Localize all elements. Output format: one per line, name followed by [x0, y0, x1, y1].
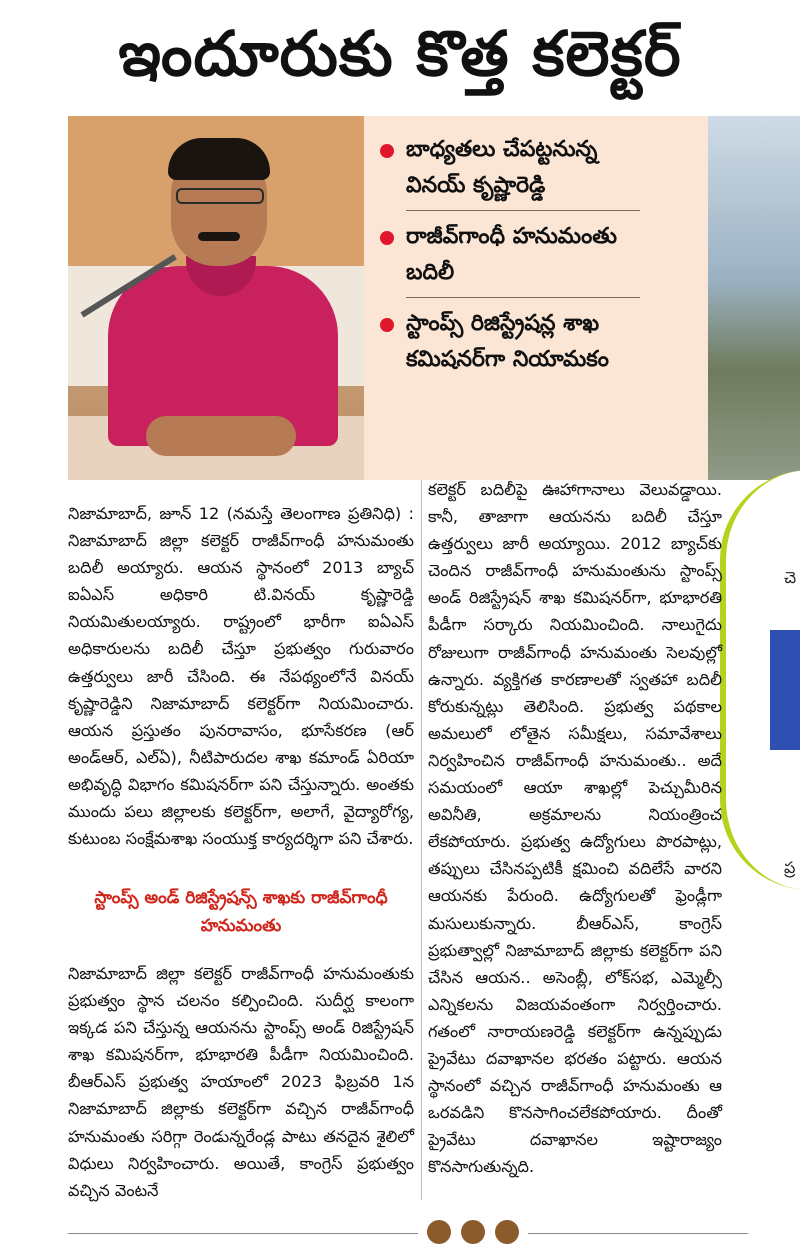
bullet-dot-icon [380, 318, 394, 332]
headline: ఇందూరుకు కొత్త కలెక్టర్ [118, 17, 682, 90]
article-paragraph: నిజామాబాద్ జిల్లా కలెక్టర్ రాజీవ్‌గాంధీ హనుమంతుకు ప్రభుత్వం స్థాన చలనం కల్పించింది. సుదీర్ఘ కాలంగా ఇక్కడ పని చేస్తున్న ఆయనను స్టాంప్స్ అండ్ రిజిస్ట్రేషన్ శాఖ కమిషనర్‌గా, భూభారతి పీడీగా నియమించింది. బీఆర్ఎస్ ప్రభుత్వ హయాంలో 2023 ఫిబ్రవరి 1న నిజామాబాద్ జిల్లాకు కలెక్టర్‌గా వచ్చిన రాజీవ్‌గాంధీ హనుమంతు సరిగ్గా రెండున్నరేండ్ల పాటు తనదైన శైలిలో విధులు నిర్వహించారు. అయితే, కాంగ్రెస్ ప్రభుత్వం వచ్చిన వెంటనే [68, 964, 414, 1200]
footer-ornament [418, 1220, 528, 1248]
bullet-dot-icon [380, 144, 394, 158]
adjacent-text-fragment: చె [784, 568, 797, 587]
adjacent-text-fragment: ప్ర [784, 858, 796, 877]
bullet-dot-icon [380, 231, 394, 245]
adjacent-article-photo [708, 116, 800, 480]
highlight-text: స్టాంప్స్ రిజిస్ట్రేషన్ల శాఖ కమిషనర్‌గా నియామకం [406, 311, 609, 372]
dot-icon [427, 1220, 451, 1244]
dot-icon [461, 1220, 485, 1244]
adjacent-article-block [770, 630, 800, 750]
highlights-list [380, 132, 640, 392]
article-paragraph: కలెక్టర్ బదిలీపై ఊహాగానాలు వెలువడ్డాయి. కానీ, తాజాగా ఆయనను బదిలీ చేస్తూ ఉత్తర్వులు జారీ అయ్యాయి. 2012 బ్యాచ్‌కు చెందిన రాజీవ్‌గాంధీ హనుమంతును స్టాంప్స్ అండ్ రిజిస్ట్రేషన్ శాఖ కమిషనర్‌గా, భూభారతి పీడీగా సర్కారు నియమించింది. నాలుగైదు రోజులుగా రాజీవ్‌గాంధీ హనుమంతు సెలవుల్లో ఉన్నారు. వ్యక్తిగత కారణాలతో స్వతహా బదిలీ కోరుకున్నట్లు తెలిసింది. ప్రభుత్వ పథకాల అమలులో లోతైన సమీక్షలు, సమావేశాలు నిర్వహించిన రాజీవ్‌గాంధీ హనుమంతు.. అదే సమయంలో ఆయా శాఖల్లో పెచ్చుమీరిన అవినీతి, అక్రమాలను నియంత్రించ లేకపోయారు. ప్రభుత్వ ఉద్యోగులు పొరపాట్లు, తప్పులు చేసినప్పటికీ క్షమించి వదిలేసే వారని ఆయనకు పేరుంది. ఉద్యోగులతో ఫ్రెండ్లీగా మసులుకున్నారు. బీఆర్ఎస్, కాంగ్రెస్ ప్రభుత్వాల్లో నిజామాబాద్ జిల్లాకు కలెక్టర్‌గా పని చేసిన ఆయన.. అసెంబ్లీ, లోక్‌సభ, ఎమ్మెల్సీ ఎన్నికలను విజయవంతంగా నిర్వర్తించారు. గతంలో నారాయణరెడ్డి కలెక్టర్‌గా ఉన్నప్పుడు ప్రైవేటు దవాఖానల భరతం పట్టారు. ఆయన స్థానంలో వచ్చిన రాజీవ్‌గాంధీ హనుమంతు ఆ ఒరవడిని కొనసాగించలేకపోయారు. దీంతో ప్రైవేటు దవాఖానల ఇష్టారాజ్యం కొనసాగుతున్నది. [428, 480, 722, 1177]
highlight-text: బాధ్యతలు చేపట్టనున్న వినయ్ కృష్ణారెడ్డి [406, 132, 640, 211]
dot-icon [495, 1220, 519, 1244]
highlight-item [380, 306, 640, 384]
highlight-item [380, 219, 640, 298]
highlight-text: రాజీవ్‌గాంధీ హనుమంతు బదిలీ [406, 219, 640, 298]
article-subheading: స్టాంప్స్ అండ్ రిజిస్ట్రేషన్స్ శాఖకు రాజీవ్‌గాంధీ హనుమంతు [94, 888, 388, 936]
collector-photo [68, 116, 364, 480]
column-divider [421, 480, 422, 1200]
highlight-item [380, 132, 640, 211]
article-paragraph: నిజామాబాద్, జూన్ 12 (నమస్తే తెలంగాణ ప్రతినిధి) : నిజామాబాద్ జిల్లా కలెక్టర్ రాజీవ్‌గాంధీ హనుమంతు బదిలీ అయ్యారు. ఆయన స్థానంలో 2013 బ్యాచ్ ఐఏఎస్ అధికారి టి.వినయ్ కృష్ణారెడ్డి నియమితులయ్యారు. రాష్ట్రంలో భారీగా ఐఏఎస్ అధికారులను బదిలీ చేస్తూ ప్రభుత్వం గురువారం ఉత్తర్వులు జారీ చేసింది. ఈ నేపథ్యంలోనే వినయ్ కృష్ణారెడ్డిని నిజామాబాద్ కలెక్టర్‌గా నియమించారు. ఆయన ప్రస్తుతం పునరావాసం, భూసేకరణ (ఆర్ అండ్ఆర్, ఎల్ఏ), నీటిపారుదల శాఖ కమాండ్ ఏరియా అభివృద్ధి విభాగం కమిషనర్‌గా పని చేస్తున్నారు. అంతకు ముందు పలు జిల్లాలకు కలెక్టర్‌గా, అలాగే, వైద్యారోగ్య, కుటుంబ సంక్షేమశాఖ సంయుక్త కార్యదర్శిగా పని చేశారు. [68, 504, 414, 849]
footer-rule [68, 1233, 748, 1234]
